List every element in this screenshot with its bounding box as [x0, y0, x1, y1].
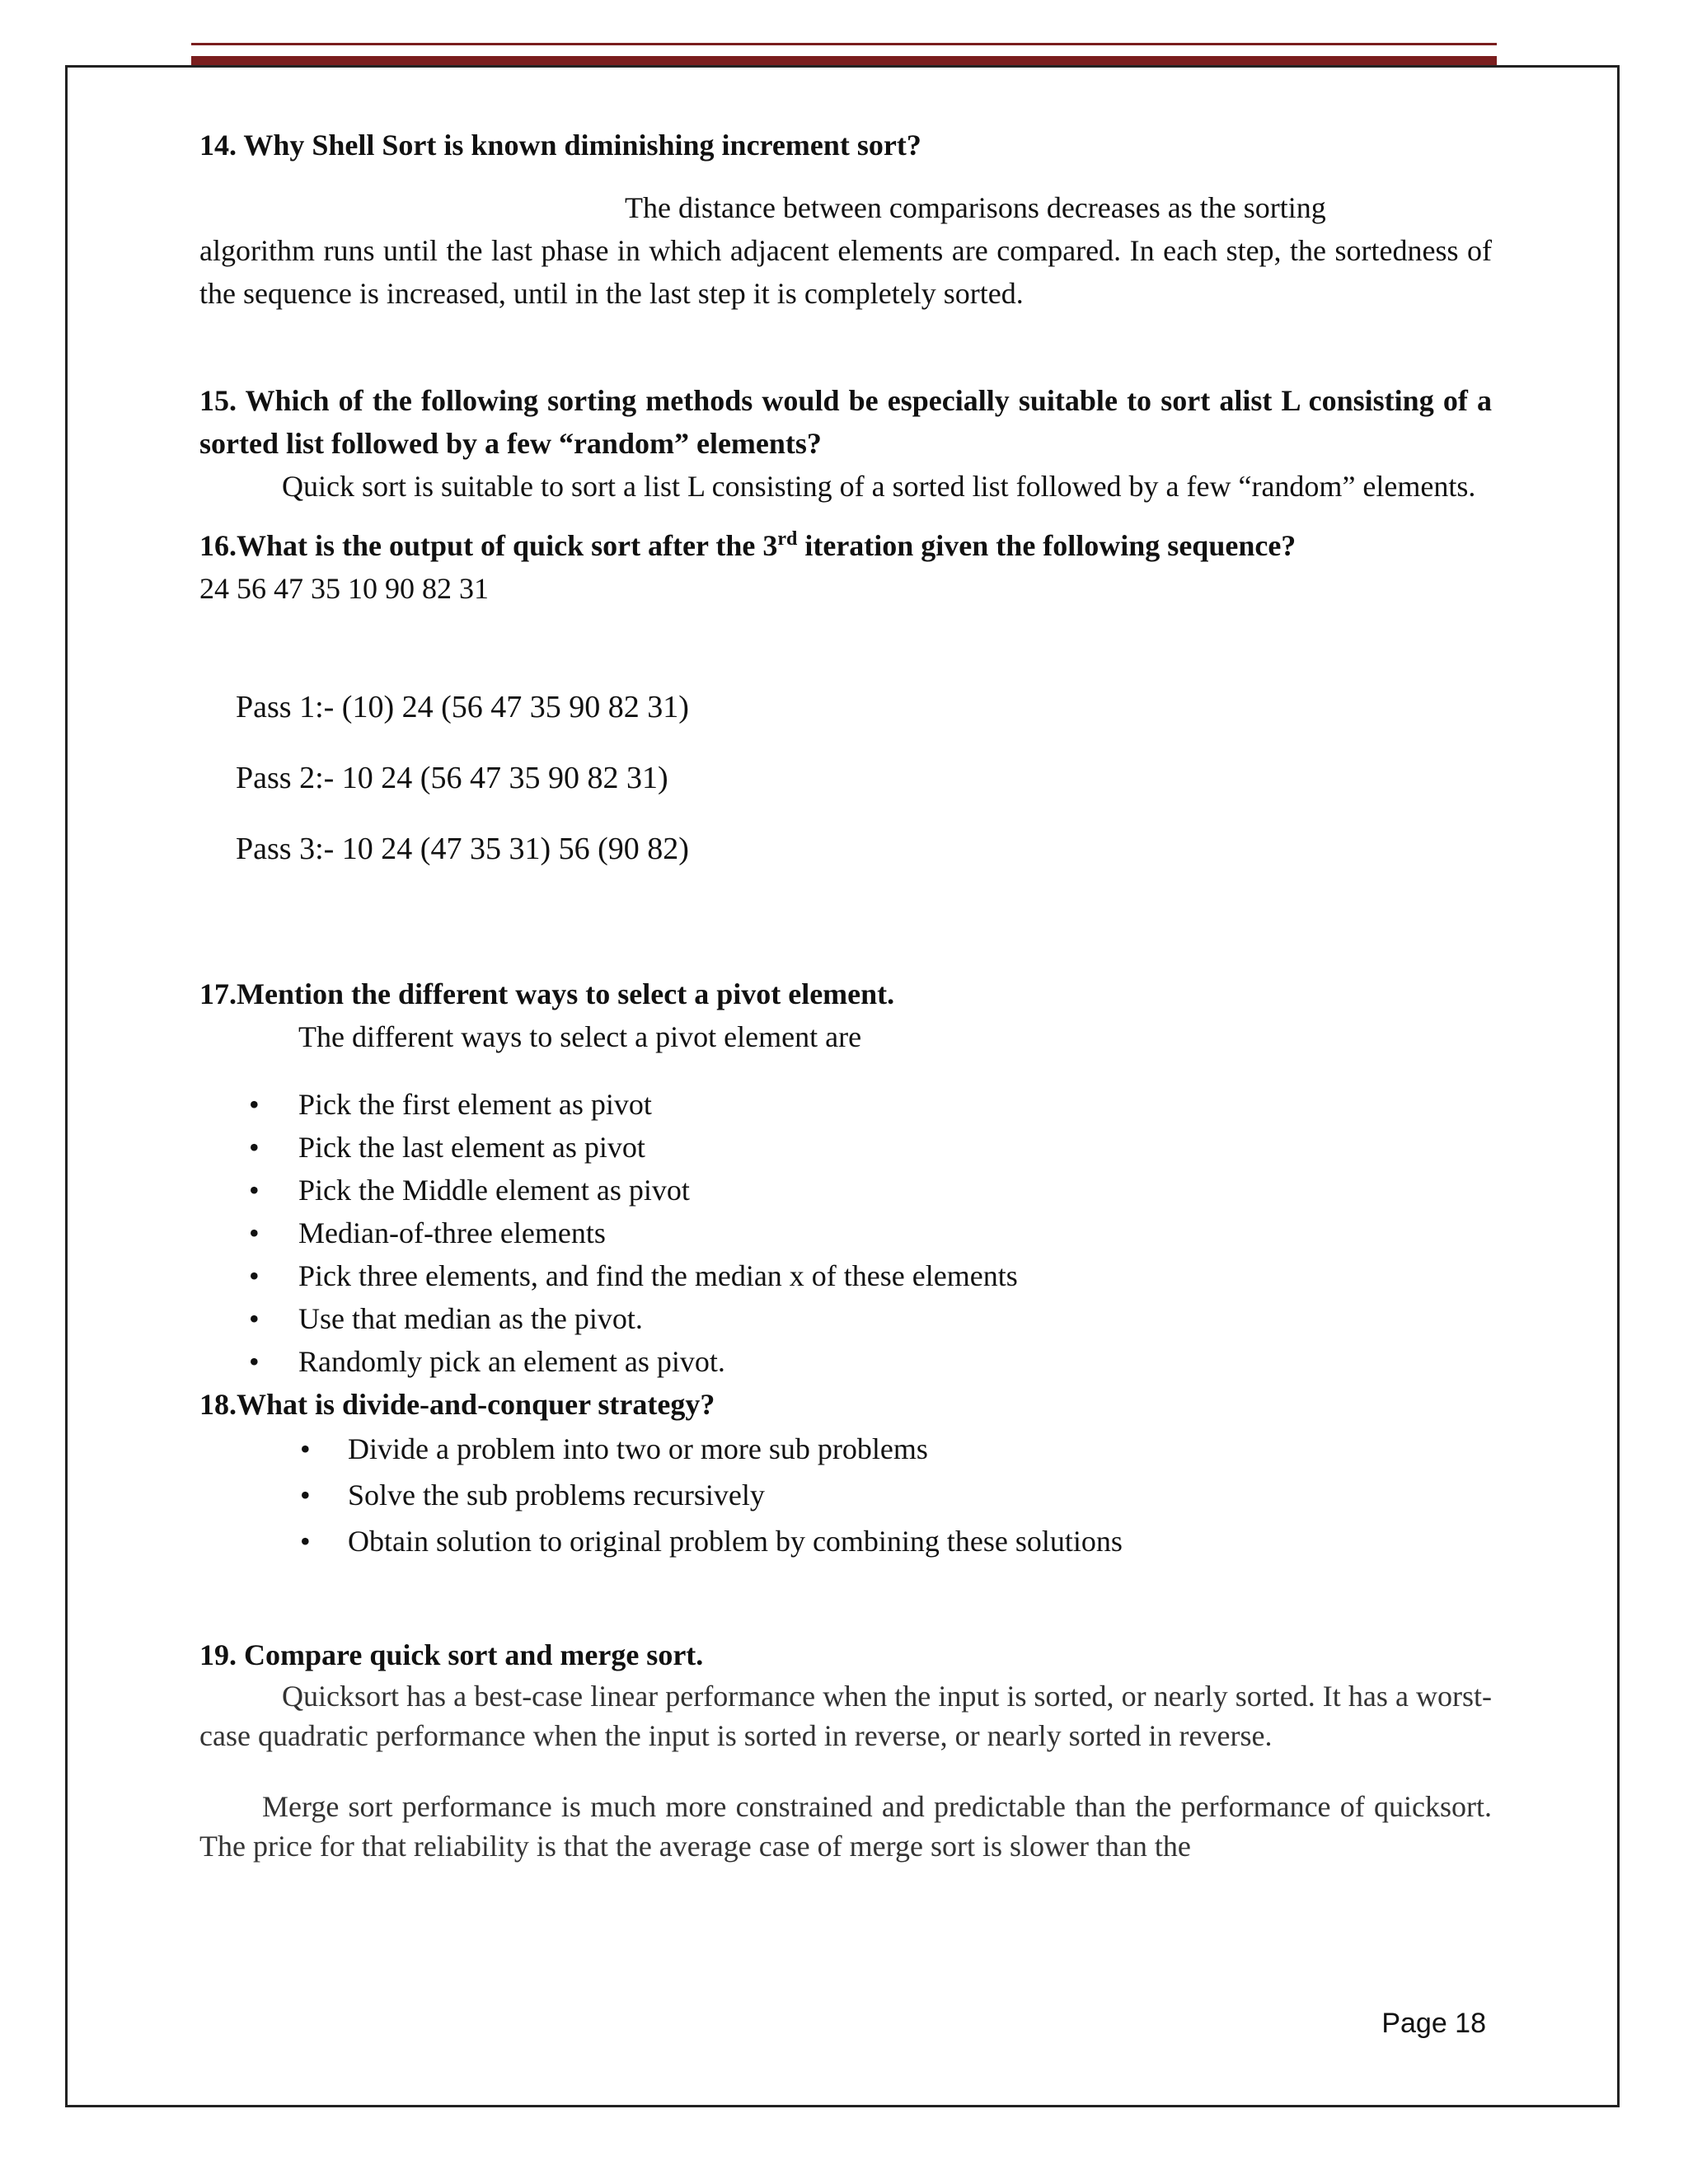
question-16-title [199, 524, 1492, 567]
question-17-intro: The different ways to select a pivot element are [298, 1020, 862, 1053]
bullet-icon: • [249, 1174, 260, 1207]
bullet-icon: • [249, 1302, 260, 1335]
list-item: • Use that median as the pivot. [199, 1297, 1492, 1340]
question-18-title: 18.What is divide-and-conquer strategy? [199, 1388, 715, 1421]
question-16-title-sup: rd [777, 528, 798, 550]
question-14-title: 14. Why Shell Sort is known diminishing increment sort? [199, 129, 921, 162]
bullet-icon: • [300, 1525, 311, 1558]
header-rule-thin [191, 43, 1497, 45]
list-item: • Pick the first element as pivot [199, 1083, 1492, 1126]
question-16-title-post: iteration given the following sequence? [797, 529, 1296, 562]
question-17-title: 17.Mention the different ways to select a pivot element. [199, 977, 895, 1010]
list-item: • Pick three elements, and find the median x of these elements [199, 1254, 1492, 1297]
pivot-methods-list [199, 1083, 1492, 1383]
bullet-icon: • [249, 1259, 260, 1292]
question-19-para2: Merge sort performance is much more constrained and predictable than the performance of quicksort. The price for that reliability is that the average case of merge sort is slower than the [199, 1790, 1492, 1863]
list-item: • Obtain solution to original problem by combining these solutions [199, 1518, 1492, 1564]
bullet-icon: • [300, 1479, 311, 1511]
question-19-title: 19. Compare quick sort and merge sort. [199, 1638, 704, 1671]
list-item: • Solve the sub problems recursively [199, 1472, 1492, 1518]
bullet-icon: • [249, 1216, 260, 1249]
page-content [199, 124, 1492, 1866]
question-15-title: 15. Which of the following sorting methods would be especially suitable to sort alist L consisting of a sorted list followed by a few “random” elements? [199, 384, 1492, 460]
question-16-title-pre: 16.What is the output of quick sort after the 3 [199, 529, 778, 562]
bullet-icon: • [249, 1131, 260, 1164]
list-item: • Divide a problem into two or more sub problems [199, 1426, 1492, 1472]
question-16-sequence: 24 56 47 35 10 90 82 31 [199, 572, 489, 605]
question-14-answer-rest: algorithm runs until the last phase in which adjacent elements are compared. In each step, the sortedness of the sequence is increased, until in the last step it is completely sorted. [199, 234, 1492, 310]
bullet-icon: • [249, 1088, 260, 1121]
pass-2: Pass 2:- 10 24 (56 47 35 90 82 31) [236, 761, 668, 795]
question-15-answer: Quick sort is suitable to sort a list L consisting of a sorted list followed by a few “random” elements. [282, 470, 1476, 503]
question-19-para1: Quicksort has a best-case linear performance when the input is sorted, or nearly sorted. It has a worst-case quadratic performance when the input is sorted in reverse, or nearly sorted in reverse. [199, 1680, 1492, 1752]
question-14-answer-line1: The distance between comparisons decreases as the sorting [625, 191, 1326, 224]
pass-3: Pass 3:- 10 24 (47 35 31) 56 (90 82) [236, 832, 689, 866]
list-item: • Median-of-three elements [199, 1212, 1492, 1254]
divide-conquer-list [199, 1426, 1492, 1564]
header-rule-thick [191, 56, 1497, 65]
bullet-icon: • [249, 1345, 260, 1378]
list-item: • Randomly pick an element as pivot. [199, 1340, 1492, 1383]
list-item: • Pick the Middle element as pivot [199, 1169, 1492, 1212]
bullet-icon: • [300, 1432, 311, 1465]
page-number: Page 18 [1381, 2008, 1486, 2039]
pass-1: Pass 1:- (10) 24 (56 47 35 90 82 31) [236, 690, 689, 724]
list-item: • Pick the last element as pivot [199, 1126, 1492, 1169]
question-16-passes [199, 686, 1492, 870]
